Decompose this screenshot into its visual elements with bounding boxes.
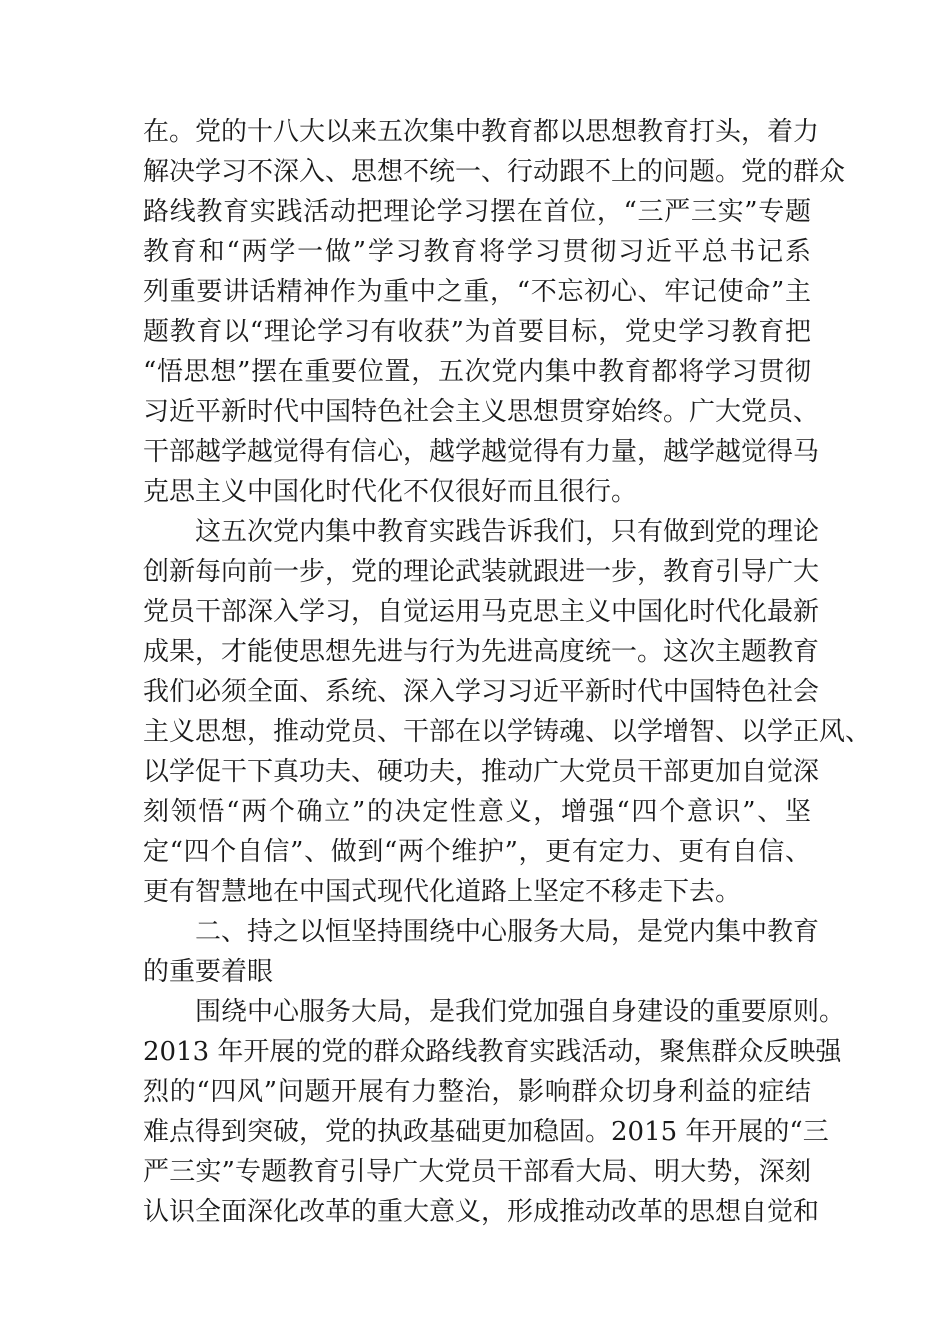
text-line: 我们必须全面、系统、深入学习习近平新时代中国特色社会 xyxy=(143,677,820,707)
text-line: 刻领悟“两个确立”的决定性意义，增强“四个意识”、坚 xyxy=(143,797,811,827)
text-line: 围绕中心服务大局，是我们党加强自身建设的重要原则。 xyxy=(195,997,846,1027)
text-line: 干部越学越觉得有信心，越学越觉得有力量，越学越觉得马 xyxy=(143,437,820,467)
text-line: 这五次党内集中教育实践告诉我们，只有做到党的理论 xyxy=(195,517,820,547)
text-line: 定“四个自信”、做到“两个维护”，更有定力、更有自信、 xyxy=(143,837,811,867)
text-line: 路线教育实践活动把理论学习摆在首位，“三严三实”专题 xyxy=(143,197,811,227)
text-line: 解决学习不深入、思想不统一、行动跟不上的问题。党的群众 xyxy=(143,157,846,187)
text-line: “悟思想”摆在重要位置，五次党内集中教育都将学习贯彻 xyxy=(143,357,811,387)
text-line: 习近平新时代中国特色社会主义思想贯穿始终。广大党员、 xyxy=(143,397,820,427)
body-text xyxy=(143,112,872,1232)
text-line: 创新每向前一步，党的理论武装就跟进一步，教育引导广大 xyxy=(143,557,820,587)
text-line: 成果，才能使思想先进与行为先进高度统一。这次主题教育 xyxy=(143,637,820,667)
text-line: 2013 年开展的党的群众路线教育实践活动，聚焦群众反映强 xyxy=(143,1037,842,1067)
text-line: 认识全面深化改革的重大意义，形成推动改革的思想自觉和 xyxy=(143,1197,820,1227)
text-line: 难点得到突破，党的执政基础更加稳固。2015 年开展的“三 xyxy=(143,1117,829,1147)
text-line: 烈的“四风”问题开展有力整治，影响群众切身利益的症结 xyxy=(143,1077,811,1107)
text-line: 更有智慧地在中国式现代化道路上坚定不移走下去。 xyxy=(143,877,742,907)
text-line: 的重要着眼 xyxy=(143,957,274,987)
text-line: 在。党的十八大以来五次集中教育都以思想教育打头，着力 xyxy=(143,117,820,147)
text-line: 列重要讲话精神作为重中之重，“不忘初心、牢记使命”主 xyxy=(143,277,811,307)
text-line: 题教育以“理论学习有收获”为首要目标，党史学习教育把 xyxy=(143,317,811,347)
text-line: 克思主义中国化时代化不仅很好而且很行。 xyxy=(143,477,638,507)
text-line: 党员干部深入学习，自觉运用马克思主义中国化时代化最新 xyxy=(143,597,820,627)
text-line: 以学促干下真功夫、硬功夫，推动广大党员干部更加自觉深 xyxy=(143,757,820,787)
text-line: 严三实”专题教育引导广大党员干部看大局、明大势，深刻 xyxy=(143,1157,811,1187)
text-line: 二、持之以恒坚持围绕中心服务大局，是党内集中教育 xyxy=(195,917,820,947)
text-line: 教育和“两学一做”学习教育将学习贯彻习近平总书记系 xyxy=(143,237,811,267)
text-line: 主义思想，推动党员、干部在以学铸魂、以学增智、以学正风、 xyxy=(143,717,872,747)
